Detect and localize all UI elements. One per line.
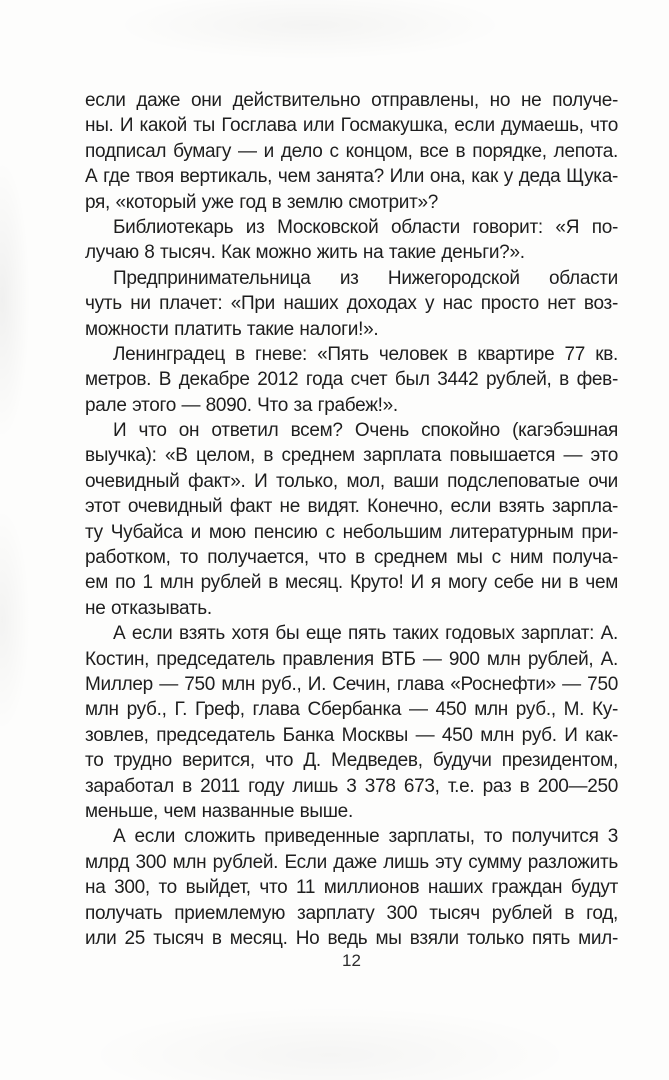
text-line: то трудно верится, что Д. Медведев, будучи президентом, xyxy=(85,750,618,772)
text-line: на 300, то выйдет, что 11 миллионов наших граждан будут xyxy=(85,877,618,899)
text-line: Костин, председатель правления ВТБ — 900 млн рублей, А. xyxy=(85,648,618,670)
text-line: ря, «который уже год в землю смотрит»? xyxy=(85,191,439,213)
text-line: если даже они действительно отправлены, но не получе- xyxy=(85,90,618,111)
text-line: Ленинградец в гневе: «Пять человек в квартире 77 кв. xyxy=(113,343,618,365)
paragraph xyxy=(85,418,618,621)
page-number: 12 xyxy=(342,951,361,970)
text-line: метров. В декабре 2012 года счет был 3442 рублей, в фев- xyxy=(85,369,618,391)
text-line: А если взять хотя бы еще пять таких годовых зарплат: А. xyxy=(113,623,618,645)
paragraph xyxy=(85,824,618,951)
text-line: Библиотекарь из Московской области говорит: «Я по- xyxy=(113,216,618,238)
text-line: ем по 1 млн рублей в месяц. Круто! И я могу себе ни в чем xyxy=(85,572,618,594)
paragraph xyxy=(85,88,618,215)
text-line: ту Чубайса и мою пенсию с небольшим литературным при- xyxy=(85,521,618,543)
text-line: А если сложить приведенные зарплаты, то получится 3 xyxy=(113,826,618,848)
page-text xyxy=(85,88,618,951)
paragraph xyxy=(85,215,618,266)
text-line: этот очевидный факт не видят. Конечно, если взять зарпла- xyxy=(85,496,618,518)
text-line: можности платить такие налоги!». xyxy=(85,318,379,340)
text-line: И что он ответил всем? Очень спокойно (кагэбэшная xyxy=(113,420,618,442)
text-line: рале этого — 8090. Что за грабеж!». xyxy=(85,394,398,416)
text-line: подписал бумагу — и дело с концом, все в порядке, лепота. xyxy=(85,140,618,162)
text-line: получать приемлемую зарплату 300 тысяч рублей в год, xyxy=(85,902,618,924)
text-line: не отказывать. xyxy=(85,597,212,619)
text-line: А где твоя вертикаль, чем занята? Или она, как у деда Щука- xyxy=(85,166,618,188)
text-line: Предпринимательница из Нижегородской области xyxy=(113,267,618,289)
text-line: работком, то получается, что в среднем мы с ним получа- xyxy=(85,547,618,569)
text-line: зовлев, председатель Банка Москвы — 450 млн руб. И как- xyxy=(85,724,618,746)
text-line: очевидный факт». И только, мол, ваши подслеповатые очи xyxy=(85,470,618,492)
text-line: или 25 тысяч в месяц. Но ведь мы взяли только пять мил- xyxy=(85,927,618,949)
paragraph xyxy=(85,342,618,418)
text-line: лучаю 8 тысяч. Как можно жить на такие деньги?». xyxy=(85,242,525,264)
paragraph xyxy=(85,266,618,342)
paragraph xyxy=(85,621,618,824)
text-line: млрд 300 млн рублей. Если даже лишь эту сумму разложить xyxy=(85,851,618,873)
text-line: выучка): «В целом, в среднем зарплата повышается — это xyxy=(85,445,618,467)
text-line: ны. И какой ты Госглава или Госмакушка, если думаешь, что xyxy=(85,115,618,137)
text-line: заработал в 2011 году лишь 3 378 673, т.е. раз в 200—250 xyxy=(85,775,618,797)
text-line: млн руб., Г. Греф, глава Сбербанка — 450 млн руб., М. Ку- xyxy=(85,699,618,721)
text-line: Миллер — 750 млн руб., И. Сечин, глава «Роснефти» — 750 xyxy=(85,673,618,695)
text-line: меньше, чем названные выше. xyxy=(85,800,353,822)
text-line: чуть ни плачет: «При наших доходах у нас просто нет воз- xyxy=(85,293,618,315)
